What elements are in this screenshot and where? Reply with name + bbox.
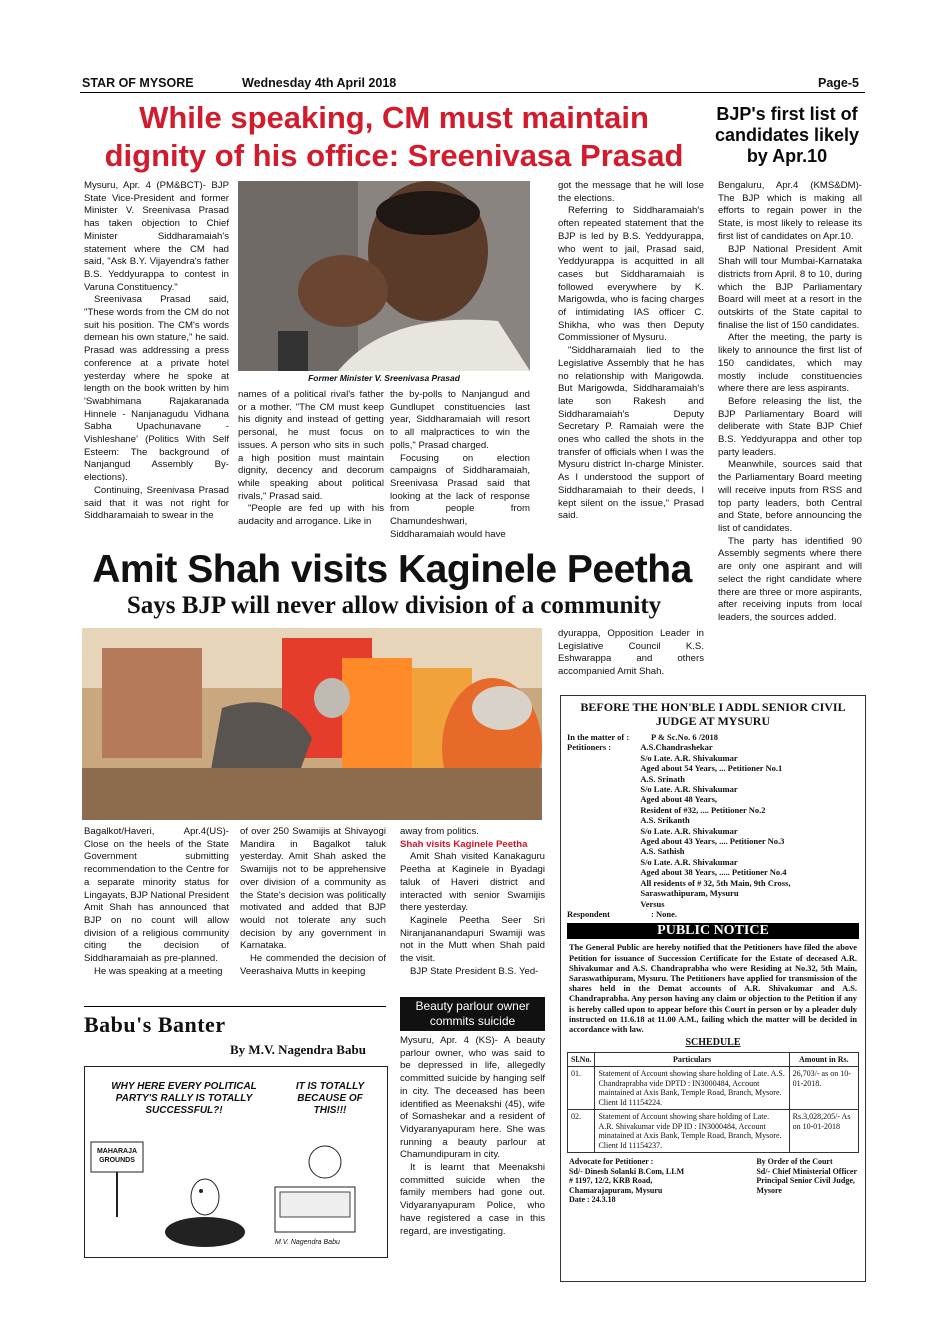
story1-para: names of a political rival's father or a mother. "The CM must keep his dignity and instead of getting personal, he must focus on issues. A person who sits in such a high position must maintain dignity, decency and decorum while speaking about political rivals," Prasad said. (238, 389, 384, 502)
advocate-line: Date : 24.3.18 (569, 1195, 616, 1205)
banter-title: Babu's Banter (84, 1012, 226, 1037)
story2-para: After the meeting, the party is likely to announce the first list of 150 candidates, which may mostly include constituencies where there are less aspirants. (718, 332, 862, 395)
schedule-table (567, 1052, 859, 1154)
story3-col2 (240, 826, 386, 978)
amit-shah-photo (82, 628, 542, 820)
story3-para: BJP State President B.S. Yed- (410, 965, 539, 977)
story3-para: He commended the decision of Veerashaiva Mutts in keeping (240, 953, 386, 977)
cartoon-signature: M.V. Nagendra Babu (275, 1239, 340, 1246)
petitioners-list (640, 742, 859, 909)
cartoon-frame (84, 1066, 388, 1258)
petitioner: Aged about 43 Years, .... Petitioner No.3 (640, 836, 785, 847)
header-rule (80, 92, 865, 93)
story3-para: away from politics. (400, 826, 479, 837)
respondent-label: Respondent (567, 908, 610, 919)
order-line: Mysore (756, 1185, 782, 1195)
petitioner: Resident of #32, .... Petitioner No.2 (640, 804, 766, 815)
petitioner: S/o Late. A.R. Shivakumar (640, 825, 738, 836)
schedule-cell: Rs.3,028,205/- As on 10-01-2018 (789, 1110, 858, 1153)
advocate-line: Sd/- Dinesh Solanki B.Com, LLM (569, 1166, 685, 1176)
public-notice-title: PUBLIC NOTICE (567, 923, 859, 939)
story4-body (400, 1035, 545, 1238)
advocate-label: Advocate for Petitioner : (569, 1157, 654, 1167)
story3-crosshead: Shah visits Kaginele Peetha (400, 838, 528, 850)
story1-headline: While speaking, CM must maintain dignity of his office: Sreenivasa Prasad (104, 100, 684, 173)
petitioner: A.S.Chandrashekar (640, 742, 713, 753)
story1-para: Continuing, Sreenivasa Prasad said that it was not right for Siddharamaiah to swear in the (84, 484, 229, 522)
story1-para: Mysuru, Apr. 4 (PM&BCT)- BJP State Vice-President and former Minister V. Sreenivasa Prasad has taken objection to Chief Minister Siddharamaiah's statement where the CM had said, "Ask B.Y. Vijayendra's father B.S. Yeddyurappa to contest in Varuna Constituency." (84, 180, 229, 293)
story1-para: got the message that he will lose the elections. (558, 180, 704, 204)
paper-name: STAR OF MYSORE (82, 76, 194, 90)
story2-para: The party has identified 90 Assembly segments where there are only one aspirant and will select the right candidate where there are three or more aspirants, after receiving inputs from local leaders, the sources added. (718, 535, 862, 623)
story3-headline: Amit Shah visits Kaginele Peetha (92, 548, 692, 591)
story1-col3 (390, 389, 530, 541)
schedule-cell: 01. (568, 1067, 595, 1110)
notice-signatures (569, 1157, 857, 1205)
story4-para: It is learnt that Meenakshi committed suicide when the family members had gone out. Vidyaranyapuram Police, who have registered a case in this regard, are investigating. (400, 1162, 545, 1237)
sreenivasa-prasad-photo (238, 181, 530, 371)
story3-para: of over 250 Swamijis at Shivayogi Mandira in Bagalkot taluk yesterday. Amit Shah asked the Swamijis not to be apprehensive over division of a community as the State's decision was politically motivated and added that BJP would not tolerate any such decision by any government in Karnataka. (240, 826, 386, 952)
versus: Versus (640, 898, 665, 909)
court-order-block (756, 1157, 857, 1205)
schedule-header: Particulars (595, 1052, 789, 1067)
issue-date: Wednesday 4th April 2018 (242, 76, 397, 90)
order-line: Principal Senior Civil Judge, (756, 1176, 855, 1186)
order-line: Sd/- Chief Ministerial Officer (756, 1166, 857, 1176)
schedule-header: Sl.No. (568, 1052, 595, 1067)
story2-body (718, 180, 862, 625)
story3-subhead: Says BJP will never allow division of a community (126, 592, 662, 619)
cartoon-bubble-1: WHY HERE EVERY POLITICAL PARTY'S RALLY IS TOTALLY SUCCESSFUL?! (111, 1081, 257, 1116)
matter-value: P & Sc.No. 6 /2018 (651, 732, 719, 742)
petitioner: S/o Late. A.R. Shivakumar (640, 784, 738, 795)
story2-headline: BJP's first list of candidates likely by Apr.10 (714, 104, 860, 166)
story3-para: He was speaking at a meeting (94, 965, 223, 977)
table-row (568, 1110, 859, 1153)
cartoon-sign: MAHARAJA GROUNDS (96, 1148, 138, 1164)
schedule-title: SCHEDULE (685, 1037, 741, 1049)
public-notice (560, 695, 866, 1282)
story1-para: Focusing on election campaigns of Siddharamaiah, Sreenivasa Prasad said that looking at the lack of response from people from Chamundeshwari, Siddharamaiah would have (390, 452, 530, 540)
cartoon-bubble-2: IT IS TOTALLY BECAUSE OF THIS!!! (295, 1081, 365, 1116)
story4-para: Mysuru, Apr. 4 (KS)- A beauty parlour owner, who was said to be depressed in life, allegedly committed suicide by hanging self in city. The deceased has been identified as Meenakshi (45), wife of Somashekar and a resident of Vidyaranyapuram here. She was running a beauty parlour at Chamundipuram in city. (400, 1035, 545, 1161)
respondent-value: : None. (651, 908, 677, 919)
story3-col3 (400, 826, 545, 978)
advocate-line: Chamarajapuram, Mysuru (569, 1185, 663, 1195)
story1-col1 (84, 180, 229, 523)
petitioner: S/o Late. A.R. Shivakumar (640, 752, 738, 763)
order-label: By Order of the Court (756, 1157, 833, 1167)
petitioner: Aged about 54 Years, ... Petitioner No.1 (640, 763, 783, 774)
advocate-line: # 1197, 12/2, KRB Road, (569, 1176, 653, 1186)
notice-court: BEFORE THE HON'BLE I ADDL SENIOR CIVIL JUDGE AT MYSURU (580, 700, 846, 728)
schedule-cell: Statement of Account showing share holding of Late. A.R. Shivakumar vide DP ID : IN3000484, Account minatained at Axis Bank, Temple Road, Branch, Mysore. Client Id 11154237. (595, 1110, 789, 1153)
story3-continued (558, 628, 704, 679)
advocate-block (569, 1157, 684, 1205)
story4-headline: Beauty parlour owner commits suicide (400, 997, 545, 1031)
schedule-cell: 02. (568, 1110, 595, 1153)
schedule-header: Amount in Rs. (789, 1052, 858, 1067)
schedule-cell: Statement of Account showing share holding of Late. A.S. Chandraprabha vide DPTD : IN3000484, Account maintained at Axis Bank, Temple Road, Branch, Mysore. Client Id 11154224. (595, 1067, 789, 1110)
notice-parties (567, 732, 859, 919)
petitioner: A.S. Srikanth (640, 815, 690, 826)
story3-para: Bagalkot/Haveri, Apr.4(US)- Close on the heels of the State Government submitting recommendation to the Centre for a separate minority status for Lingayats, BJP National President Amit Shah has announced that BJP on no count will allow division of a religious community citing the decision of Siddharamaiah as pre-planned. (84, 826, 229, 965)
petitioner: A.S. Srinath (640, 773, 685, 784)
petitioner: Aged about 38 Years, ..... Petitioner No.4 (640, 867, 787, 878)
story2-para: Before releasing the list, the BJP Parliamentary Board will deliberate with State BJP Chief B.S. Yeddyurappa and other top party leaders. (718, 395, 862, 458)
banter-byline: By M.V. Nagendra Babu (230, 1042, 366, 1057)
schedule-cell: 26,703/- as on 10-01-2018. (789, 1067, 858, 1110)
petitioner: S/o Late. A.R. Shivakumar (640, 856, 738, 867)
petitioner: A.S. Sathish (640, 846, 685, 857)
petitioners-label: Petitioners : (567, 742, 612, 753)
petitioner-address: All residents of # 32, 5th Main, 9th Cross, Saraswathipuram, Mysuru (640, 877, 791, 899)
portrait-illustration (238, 181, 530, 371)
page-number: Page-5 (818, 76, 859, 90)
story2-para: Bengaluru, Apr.4 (KMS&DM)- The BJP which is making all efforts to regain power in the State, is most likely to release its first list of candidates on Apr.10. (718, 180, 862, 242)
matter-label: In the matter of : (567, 732, 630, 742)
story3-para: dyurappa, Opposition Leader in Legislative Council K.S. Eshwarappa and others accompanied Amit Shah. (558, 628, 704, 678)
banter-rule (84, 1006, 386, 1007)
story1-para: Referring to Siddharamaiah's often repeated statement that the BJP is led by B.S. Yeddyurappa, who went to jail, Prasad said, Yeddyurappa is acquitted in all cases but Siddharamaiah is followed everywhere by K. Marigowda, who is facing charges of intimidating IAS officer C. Shikha, who was then Deputy Commissioner of Mysuru. (558, 205, 704, 344)
story3-para: Kaginele Peetha Seer Sri Niranjananandapuri Swamiji was not in the Mutt when Shah paid the visit. (400, 914, 545, 965)
kaginele-illustration (82, 628, 542, 820)
story1-para: "Siddharamaiah lied to the Legislative Assembly that he has no relationship with Marigowda. But Marigowda, Siddharamaiah's late son Rakesh and Siddharamaiah's Deputy Secretary P. Ramaiah were the ones who called the shots in the transfer of officials when I was the Mysuru district In-charge Minister. As I understood the support of Siddharamaiah to their deeds, I kept silent on the issue," Prasad said. (558, 345, 704, 522)
story1-photo-caption: Former Minister V. Sreenivasa Prasad (308, 373, 460, 383)
petitioner: Aged about 48 Years, (640, 794, 718, 805)
story1-col4 (558, 180, 704, 523)
story3-col1 (84, 826, 229, 978)
notice-body: The General Public are hereby notified that the Petitioners have filed the above Petition for issuance of Succession Certificate for the Estate of deceased A.R. Shivakumar and A.S. Chandraprabha who were Residing at No.32, 5th Main, Saraswathipuram, Mysuru. The Petitioners have applied for transmission of the shares held in the Demat accounts of A.R. Shivakumar and A.S. Chandraprabha. Any person having any claim or objection to the Petition if any is hereby called upon to appear before this Court in person or by a pleader duly instructed on 11.6.18 at 11.00 A.M., failing which the matter will be decided in accordance with law. (569, 943, 857, 1034)
story1-para: the by-polls to Nanjangud and Gundlupet constituencies last year, Siddharamaiah will resort to all malpractices to win the polls," Prasad charged. (390, 389, 530, 451)
story1-para: "People are fed up with his audacity and arrogance. Like in (238, 503, 384, 528)
story1-para: Sreenivasa Prasad said, "These words from the CM do not suit his position. The CM's words demean his own stature," he said. Prasad was addressing a press conference at a private hotel yesterday where he spoke at length on the book written by him 'Swabhimana Rajakaranada Hinnele - Nanjanagudu Vidhana Sabha Upachunavane - Vishleshane' (Politics With Self Esteem: The background of Nanjangud Assembly By-elections). (84, 294, 229, 484)
table-row (568, 1067, 859, 1110)
story2-para: Meanwhile, sources said that the Parliamentary Board meeting will receive inputs from RSS and top party leaders, both Central and State, before announcing the list of candidates. (718, 459, 862, 534)
story1-col2 (238, 389, 384, 529)
story2-para: BJP National President Amit Shah will tour Mumbai-Karnataka districts from April. 8 to 10, during which the BJP Parliamentary Board will meet at a resort in the outskirts of the State capital to finalise the list of 150 candidates. (718, 243, 862, 331)
story3-para: Amit Shah visited Kanakaguru Peetha at Kaginele in Byadagi taluk of Haveri district and interacted with senior Swamijis there yesterday. (400, 851, 545, 914)
